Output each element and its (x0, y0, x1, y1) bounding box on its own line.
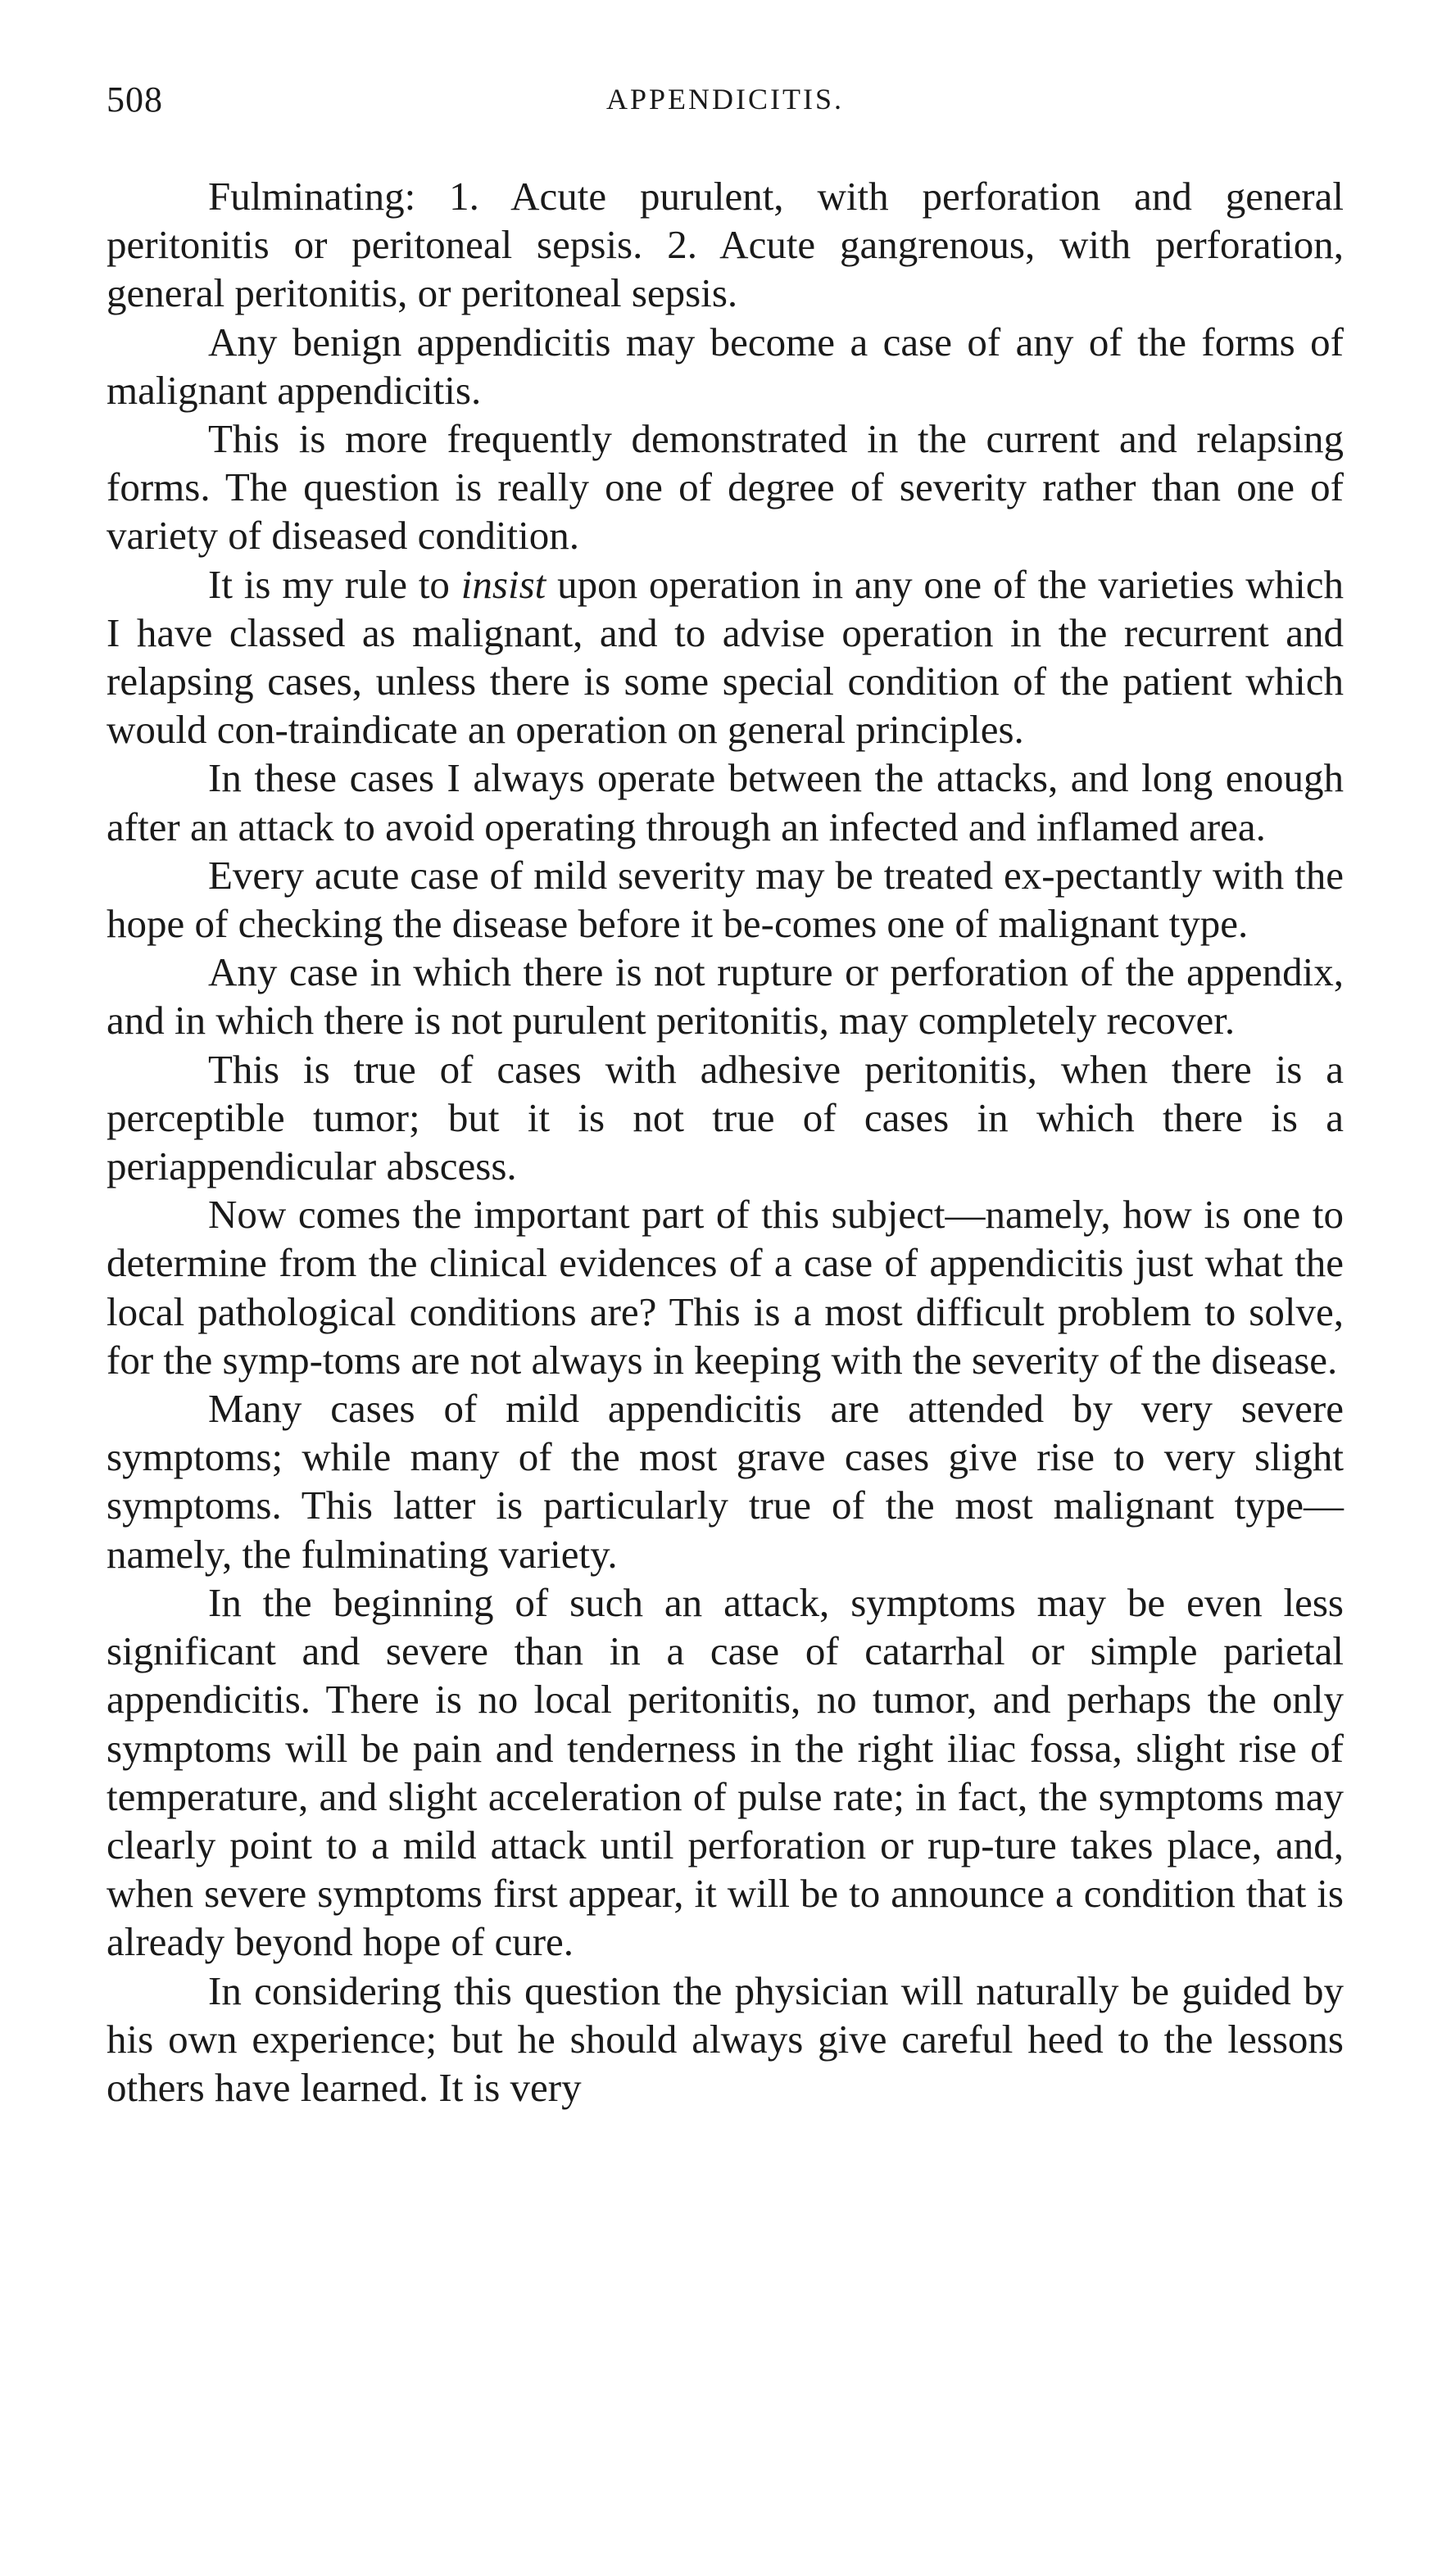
paragraph-between-attacks: In these cases I always operate between the attacks, and long enough after an attack to avoid operating through an infected and inflamed area. (107, 755, 1344, 849)
paragraph-operation-rule (107, 560, 1344, 754)
page-number: 508 (107, 79, 163, 120)
emphasis-insist: insist (460, 561, 546, 607)
running-head: APPENDICITIS. (605, 83, 844, 115)
paragraph-fulminating: Fulminating: 1. Acute purulent, with perforation and general peritonitis or peritoneal sepsis. 2. Acute gangrenous, with perforation, general peritonitis, or peritoneal sepsis. (107, 174, 1344, 316)
paragraph-recovery: Any case in which there is not rupture or perforation of the appendix, and in which there is not purulent peritonitis, may completely recover. (107, 949, 1344, 1044)
paragraph-attack-beginning: In the beginning of such an attack, symptoms may be even less significant and severe than in a case of catarrhal or simple parietal appendicitis. There is no local peritonitis, no tumor, and perhaps the only symptoms will be pain and tenderness in the right iliac fossa, slight rise of temperature, and slight acceleration of pulse rate; in fact, the symptoms may clearly point to a mild attack until perforation or rup-ture takes place, and, when severe symptoms first appear, it will be to announce a condition that is already beyond hope of cure. (107, 1579, 1344, 1965)
page-header (107, 79, 1344, 128)
paragraph-expectant-treatment: Every acute case of mild severity may be treated ex-pectantly with the hope of checking the disease before it be-comes one of malignant type. (107, 852, 1344, 947)
paragraph-operation-rule-start: It is my rule to (208, 561, 461, 607)
paragraph-benign: Any benign appendicitis may become a case of any of the forms of malignant appendicitis. (107, 319, 1344, 413)
paragraph-relapsing-forms: This is more frequently demonstrated in the current and relapsing forms. The question is really one of degree of severity rather than one of variety of diseased condition. (107, 416, 1344, 559)
paragraph-important-part: Now comes the important part of this subject—namely, how is one to determine from the clinical evidences of a case of appendicitis just what the local pathological conditions are? This is a most difficult problem to solve, for the symp-toms are not always in keeping with the severity of the disease. (107, 1192, 1344, 1383)
paragraph-physician-experience: In considering this question the physician will naturally be guided by his own experience; but he should always give careful heed to the lessons others have learned. It is very (107, 1967, 1344, 2110)
paragraph-operation-rule-end: upon operation in any one of the varieties which I have classed as malignant, and to advise operation in the recurrent and relapsing cases, unless there is some special condition of the patient which would con-traindicate an operation on general principles. (107, 561, 1344, 753)
body-text (107, 172, 1344, 2112)
paragraph-adhesive-peritonitis: This is true of cases with adhesive peritonitis, when there is a perceptible tumor; but it is not true of cases in which there is a periappendicular abscess. (107, 1046, 1344, 1189)
paragraph-mild-cases: Many cases of mild appendicitis are attended by very severe symptoms; while many of the most grave cases give rise to very slight symptoms. This latter is particularly true of the most malignant type—namely, the fulminating variety. (107, 1386, 1344, 1577)
